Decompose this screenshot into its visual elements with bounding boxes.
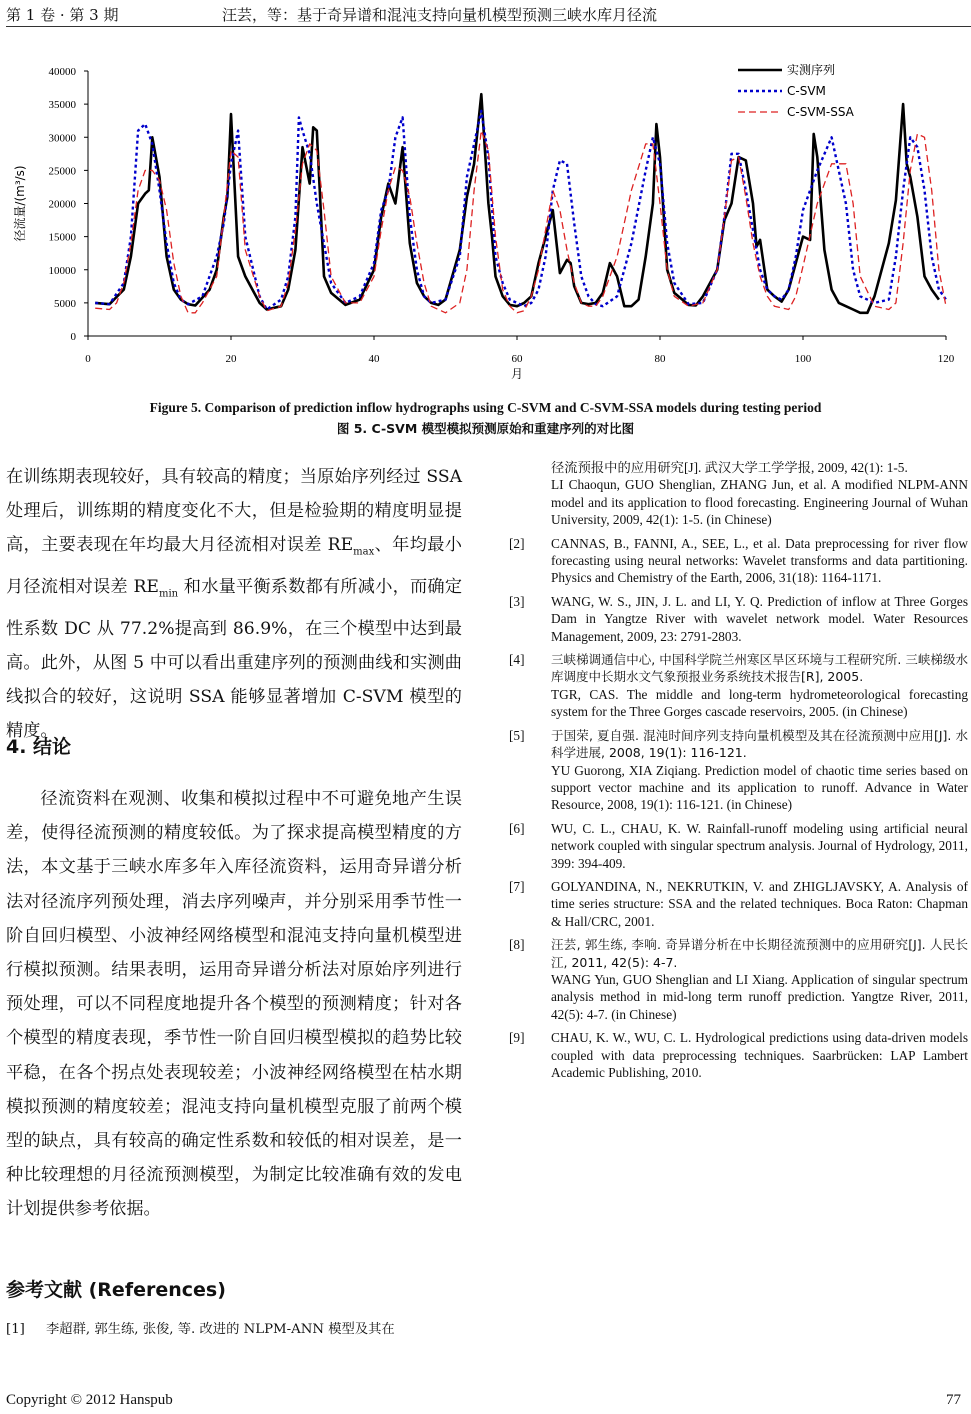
re-min-subscript: min: [158, 588, 179, 600]
y-tick-label: 25000: [48, 165, 76, 178]
body-paragraph-1: [6, 460, 462, 749]
figure-caption-en: Figure 5. Comparison of prediction inflow hydrographs using C-SVM and C-SVM-SSA models during testing period: [149, 400, 822, 415]
series-line: [95, 94, 939, 313]
para1-part-a: 在训练期表现较好，具有较高的精度；当原始序列经过 SSA 处理后，训练期的精度变化不大，但是检验期的精度明显提高，主要表现在年均最大月径流相对误差 RE: [6, 467, 462, 556]
y-tick-label: 5000: [54, 297, 76, 310]
section-heading-conclusion: 4. 结论: [6, 736, 72, 758]
legend-label: C-SVM-SSA: [787, 105, 854, 119]
reference-number: [7]: [509, 878, 525, 894]
legend-label: C-SVM: [787, 84, 826, 98]
reference-item: [509, 593, 968, 645]
reference-text-zh: 于国荣, 夏自强. 混沌时间序列支持向量机模型及其在径流预测中应用[J]. 水科学进展, 2008, 19(1): 116-121.: [551, 727, 968, 761]
y-tick-label: 30000: [48, 132, 76, 145]
page-number: 77: [946, 1392, 961, 1408]
reference-number: [9]: [509, 1030, 525, 1046]
reference-number: [1]: [6, 1322, 25, 1337]
x-tick-label: 80: [654, 353, 666, 365]
y-tick-label: 15000: [48, 231, 76, 244]
reference-number: [3]: [509, 593, 525, 609]
reference-text-en: YU Guorong, XIA Ziqiang. Prediction model of chaotic time series based on support vector machine and its application to runoff. Advance in Water Resource, 2008, 19(1): 116-121. (in Chinese): [551, 762, 968, 813]
y-tick-label: 0: [70, 331, 76, 343]
reference-1-cont: [509, 459, 968, 529]
x-tick-label: 0: [85, 353, 91, 365]
reference-text-zh: 三峡梯调通信中心, 中国科学院兰州寒区旱区环境与工程研究所. 三峡梯级水库调度中长期水文气象预报业务系统技术报告[R], 2005.: [551, 652, 968, 685]
series-line: [95, 111, 946, 310]
x-tick-label: 40: [368, 353, 380, 365]
reference-list: [509, 459, 968, 1087]
x-axis-label: 月: [510, 367, 524, 381]
reference-item: [509, 651, 968, 721]
reference-number: [4]: [509, 652, 525, 668]
reference-text-en: WANG Yun, GUO Shenglian and LI Xiang. Application of singular spectrum analysis method in mid-long term runoff prediction. Yangtze River, 2011, 42(5): 4-7. (in Chinese): [551, 971, 968, 1022]
body-paragraph-2: [6, 782, 462, 1227]
y-tick-label: 35000: [48, 99, 76, 112]
re-max-subscript: max: [353, 546, 375, 558]
reference-text-en: WU, C. L., CHAU, K. W. Rainfall-runoff modeling using artificial neural network coupled with singular spectrum analysis. Journal of Hydrology, 2011, 399: 394-409.: [551, 820, 968, 871]
reference-text-en: CANNAS, B., FANNI, A., SEE, L., et al. Data preprocessing for river flow forecasting using neural networks: Wavelet transforms and data partitioning. Physics and Chemistry of the Earth, 2006, 31(18): 1164-1171.: [551, 535, 968, 586]
conclusion-text: 径流资料在观测、收集和模拟过程中不可避免地产生误差，使得径流预测的精度较低。为了探求提高模型精度的方法，本文基于三峡水库多年入库径流资料，运用奇异谱分析法对径流序列预处理，消去序列噪声，并分别采用季节性一阶自回归模型、小波神经网络模型和混沌支持向量机模型进行模拟预测。结果表明，运用奇异谱分析法对原始序列进行预处理，可以不同程度地提升各个模型的预测精度；针对各个模型的精度表现，季节性一阶自回归模型模拟的趋势比较平稳，在各个拐点处表现较差；小波神经网络模型在枯水期模拟预测的精度较差；混沌支持向量机模型克服了前两个模型的缺点，具有较高的确定性系数和较低的相对误差，是一种比较理想的月径流预测模型，为制定比较准确有效的发电计划提供参考依据。: [6, 789, 462, 1220]
reference-text-zh: 汪芸, 郭生练, 李响. 奇异谱分析在中长期径流预测中的应用研究[J]. 人民长江, 2011, 42(5): 4-7.: [551, 937, 968, 970]
reference-text-en: WANG, W. S., JIN, J. L. and LI, Y. Q. Prediction of inflow at Three Gorges Dam in Yangtze River with wavelet network model. Water Resources Management, 2009, 23: 2791-2803.: [551, 593, 968, 644]
reference-items: [509, 535, 968, 1082]
x-tick-label: 120: [937, 353, 955, 365]
journal-volume-issue: 第 1 卷 · 第 3 期: [6, 6, 119, 24]
reference-number: [5]: [509, 727, 525, 743]
references-heading: 参考文献 (References): [6, 1279, 226, 1301]
running-title: 汪芸，等：基于奇异谱和混沌支持向量机模型预测三峡水库月径流: [222, 6, 658, 24]
reference-item: [509, 936, 968, 1023]
reference-item: [509, 727, 968, 814]
y-axis-label: 径流量/(m³/s): [13, 165, 27, 242]
figure-caption-zh: 图 5. C-SVM 模型模拟预测原始和重建序列的对比图: [336, 421, 635, 436]
reference-text-en: GOLYANDINA, N., NEKRUTKIN, V. and ZHIGLJAVSKY, A. Analysis of time series structure: SSA and the related techniques. Boca Raton: Chapman & Hall/CRC, 2001.: [551, 878, 968, 929]
hydrograph-chart: [0, 55, 971, 385]
y-tick-label: 20000: [48, 198, 76, 211]
reference-item: [509, 1029, 968, 1081]
reference-item: [509, 535, 968, 587]
legend-label: 实测序列: [787, 63, 836, 77]
reference-item: [509, 878, 968, 930]
reference-number: [6]: [509, 820, 525, 836]
para1-part-c: 和水量平衡系数都有所减小，而确定性系数 DC 从 77.2%提高到 86.9%，在三个模型中达到最高。此外，从图 5 中可以看出重建序列的预测曲线和实测曲线拟合的较好，这说明 SSA 能够显著增加 C-SVM 模型的精度。: [6, 577, 463, 742]
para1-part-b: 、年均最小月径流相对误差 RE: [6, 535, 462, 598]
x-tick-label: 100: [794, 353, 812, 365]
reference-item: [509, 820, 968, 872]
page-header: [0, 0, 971, 30]
header-rule: [6, 26, 971, 27]
reference-text-en: CHAU, K. W., WU, C. L. Hydrological predictions using data-driven models coupled with data preprocessing techniques. Saarbrücken: LAP Lambert Academic Publishing, 2010.: [551, 1030, 968, 1080]
reference-number: [2]: [509, 535, 525, 551]
reference-1-zh-part2: 径流预报中的应用研究[J]. 武汉大学工学学报, 2009, 42(1): 1-5.: [551, 460, 908, 475]
y-tick-label: 10000: [48, 264, 76, 277]
x-tick-label: 60: [511, 353, 523, 365]
copyright: Copyright © 2012 Hanspub: [6, 1392, 173, 1408]
reference-text-en: TGR, CAS. The middle and long-term hydrometeorological forecasting system for the Three Gorges cascade reservoirs, 2005. (in Chinese): [551, 686, 968, 720]
x-tick-label: 20: [225, 353, 237, 365]
reference-number: [8]: [509, 937, 525, 953]
reference-1-zh-part1: 李超群, 郭生练, 张俊, 等. 改进的 NLPM-ANN 模型及其在: [46, 1322, 395, 1337]
y-tick-label: 40000: [48, 66, 76, 78]
reference-1-en: LI Chaoqun, GUO Shenglian, ZHANG Jun, et al. A modified NLPM-ANN model and its application to flood forecasting. Engineering Journal of Wuhan University, 2009, 42(1): 1-5. (in Chinese): [551, 477, 968, 528]
